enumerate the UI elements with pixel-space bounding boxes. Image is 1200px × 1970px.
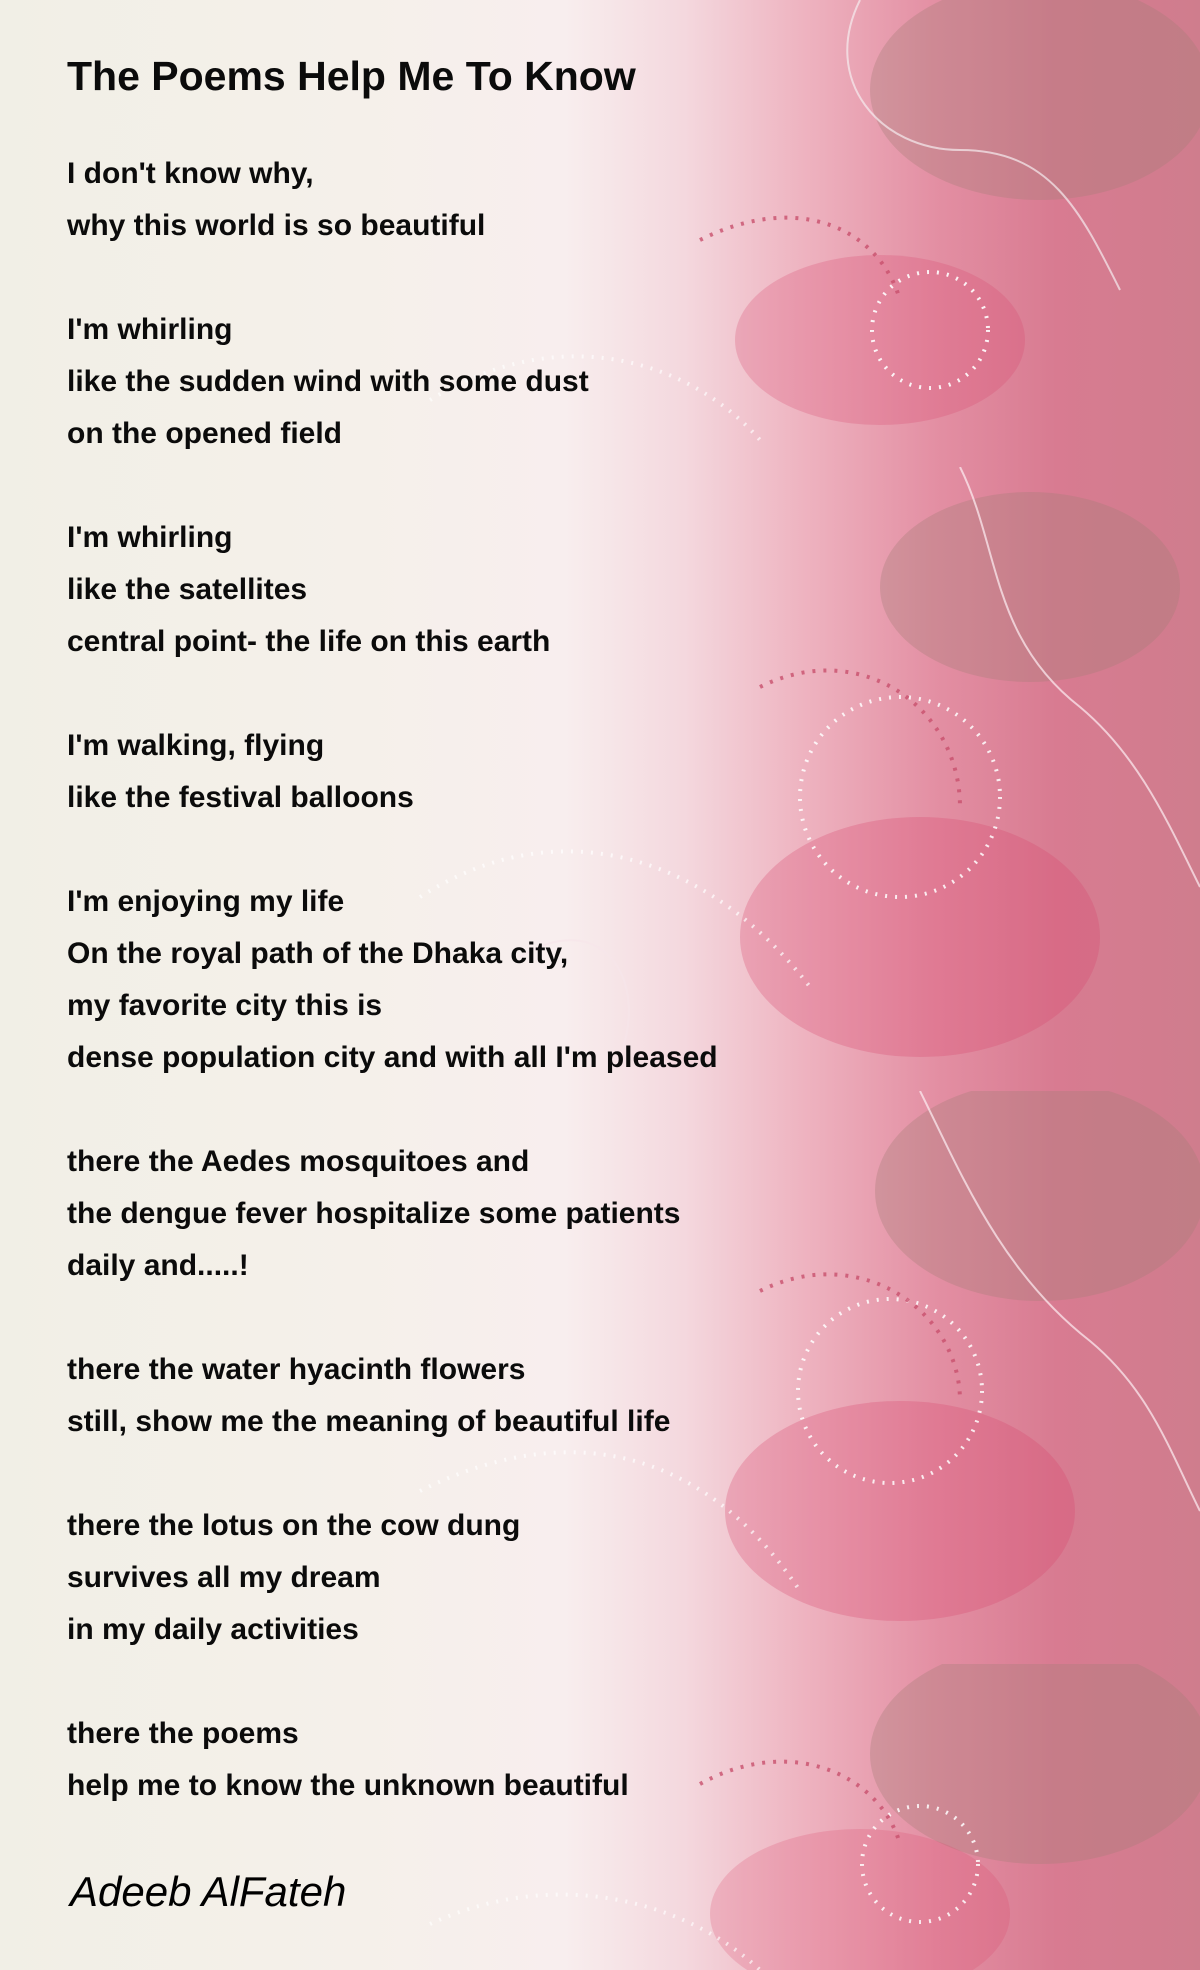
poem-line: central point- the life on this earth (67, 625, 551, 658)
poem-line: On the royal path of the Dhaka city, (67, 937, 569, 970)
stanza-break (67, 1292, 718, 1344)
poem-line: help me to know the unknown beautiful (67, 1769, 629, 1802)
stanza-break (67, 824, 718, 876)
poem-line: I'm whirling (67, 521, 233, 554)
poem-line: dense population city and with all I'm pleased (67, 1041, 718, 1074)
poem-line: I'm walking, flying (67, 729, 325, 762)
poem-line: I'm whirling (67, 313, 233, 346)
stanza-break (67, 668, 718, 720)
poem-line: there the Aedes mosquitoes and (67, 1145, 530, 1178)
poem-line: why this world is so beautiful (67, 209, 486, 242)
poem-line: I don't know why, (67, 157, 314, 190)
poem-line: like the festival balloons (67, 781, 414, 814)
poem-line: survives all my dream (67, 1561, 381, 1594)
poem-line: like the satellites (67, 573, 308, 606)
poem-line: on the opened field (67, 417, 342, 450)
stanza-break (67, 252, 718, 304)
poem-title: The Poems Help Me To Know (67, 53, 636, 99)
poem-line: my favorite city this is (67, 989, 383, 1022)
poem-line: I'm enjoying my life (67, 885, 345, 918)
poem-line: like the sudden wind with some dust (67, 365, 589, 398)
poem-author: Adeeb AlFateh (70, 1868, 347, 1915)
poem-line: daily and.....! (67, 1249, 249, 1282)
stanza-break (67, 1656, 718, 1708)
stanza-break (67, 460, 718, 512)
poem-line: still, show me the meaning of beautiful life (67, 1405, 671, 1438)
poem-line: there the poems (67, 1717, 299, 1750)
poem-line: there the water hyacinth flowers (67, 1353, 526, 1386)
stanza-break (67, 1448, 718, 1500)
poem-body (67, 148, 718, 1812)
poem-line: there the lotus on the cow dung (67, 1509, 521, 1542)
poem-line: the dengue fever hospitalize some patients (67, 1197, 681, 1230)
poem-line: in my daily activities (67, 1613, 359, 1646)
stanza-break (67, 1084, 718, 1136)
